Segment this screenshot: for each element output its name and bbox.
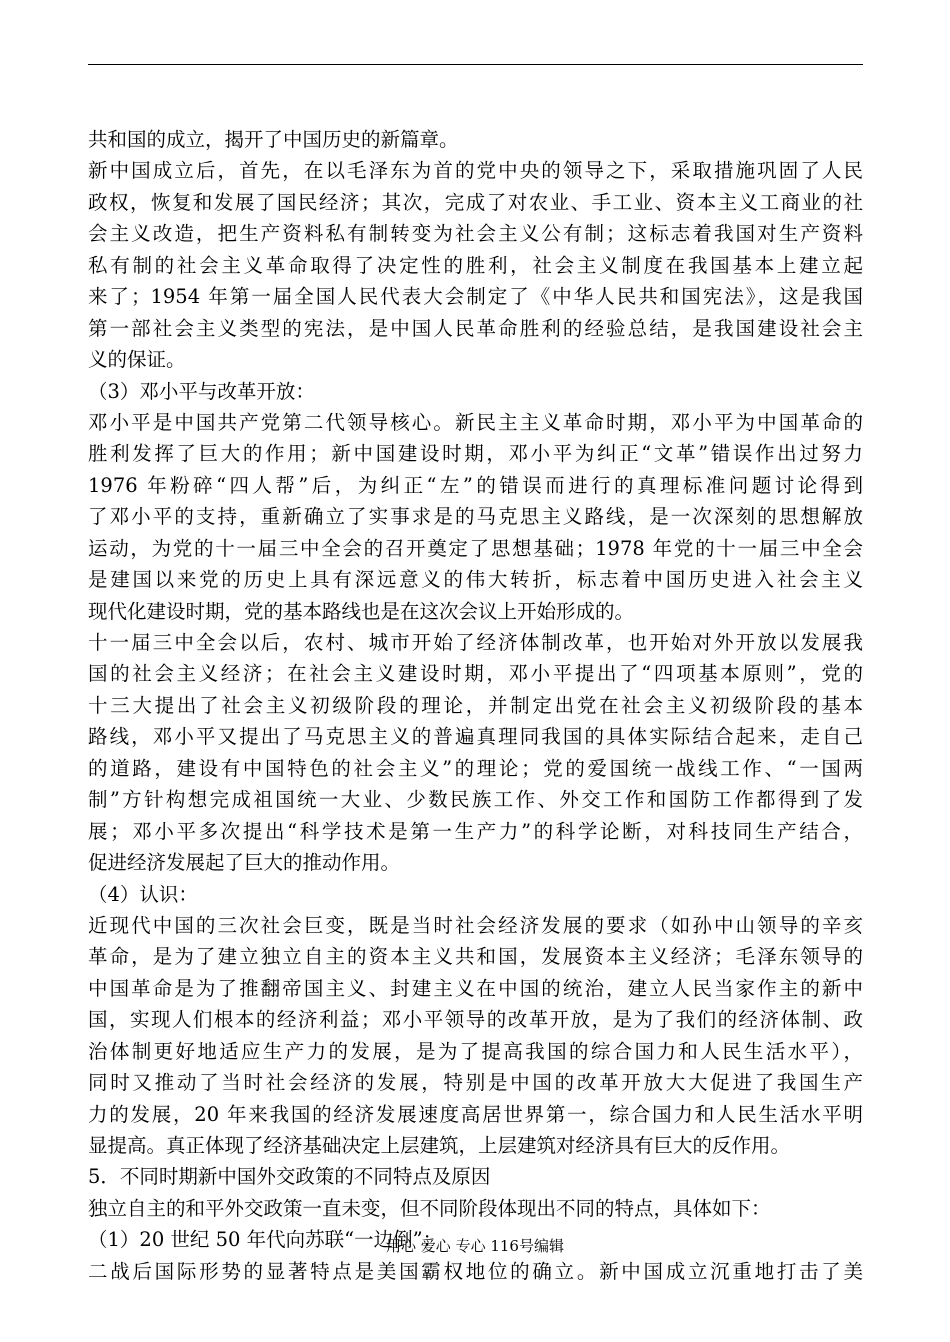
text-line: 国，实现人们根本的经济利益；邓小平领导的改革开放，是为了我们的经济体制、政 <box>88 1008 863 1032</box>
text-line: 治体制更好地适应生产力的发展，是为了提高我国的综合国力和人民生活水平）， <box>88 1039 863 1063</box>
text-line: 促进经济发展起了巨大的推动作用。 <box>88 851 401 875</box>
text-line: 国的社会主义经济；在社会主义建设时期，邓小平提出了“四项基本原则”，党的 <box>88 662 863 686</box>
text-line: 义的保证。 <box>88 348 186 372</box>
body-text <box>88 124 863 1287</box>
text-line: 同时又推动了当时社会经济的发展，特别是中国的改革开放大大促进了我国生产 <box>88 1071 863 1095</box>
text-line: 现代化建设时期，党的基本路线也是在这次会议上开始形成的。 <box>88 599 635 623</box>
text-line: 了邓小平的支持，重新确立了实事求是的马克思主义路线，是一次深刻的思想解放 <box>88 505 863 529</box>
text-line: 邓小平是中国共产党第二代领导核心。新民主主义革命时期，邓小平为中国革命的 <box>88 410 863 434</box>
text-line: 独立自主的和平外交政策一直未变，但不同阶段体现出不同的特点，具体如下： <box>88 1196 771 1220</box>
text-line: 是建国以来党的历史上具有深远意义的伟大转折，标志着中国历史进入社会主义 <box>88 568 863 592</box>
text-line: （3）邓小平与改革开放： <box>88 379 315 403</box>
header-rule <box>88 64 863 65</box>
text-line: 私有制的社会主义革命取得了决定性的胜利，社会主义制度在我国基本上建立起 <box>88 253 863 277</box>
text-line: 力的发展，20 年来我国的经济发展速度高居世界第一，综合国力和人民生活水平明 <box>88 1102 863 1126</box>
text-line: 会主义改造，把生产资料私有制转变为社会主义公有制；这标志着我国对生产资料 <box>88 222 863 246</box>
text-line: 政权，恢复和发展了国民经济；其次，完成了对农业、手工业、资本主义工商业的社 <box>88 190 863 214</box>
text-line: 展；邓小平多次提出“科学技术是第一生产力”的科学论断，对科技同生产结合， <box>88 819 863 843</box>
text-line: 1976 年粉碎“四人帮”后，为纠正“左”的错误而进行的真理标准问题讨论得到 <box>88 473 863 497</box>
text-line: 路线，邓小平又提出了马克思主义的普遍真理同我国的具体实际结合起来，走自己 <box>88 725 863 749</box>
text-line: （4）认识： <box>88 882 198 906</box>
text-line: 来了；1954 年第一届全国人民代表大会制定了《中华人民共和国宪法》，这是我国 <box>88 285 863 309</box>
text-line: 革命，是为了建立独立自主的资本主义共和国，发展资本主义经济；毛泽东领导的 <box>88 945 863 969</box>
page-footer: 用心 爱心 专心 116号编辑 <box>386 1237 564 1255</box>
text-line: 二战后国际形势的显著特点是美国霸权地位的确立。新中国成立沉重地打击了美 <box>88 1259 863 1283</box>
text-line: 十一届三中全会以后，农村、城市开始了经济体制改革，也开始对外开放以发展我 <box>88 631 863 654</box>
text-line: 制”方针构想完成祖国统一大业、少数民族工作、外交工作和国防工作都得到了发 <box>88 788 863 812</box>
text-line: 近现代中国的三次社会巨变，既是当时社会经济发展的要求（如孙中山领导的辛亥 <box>88 913 863 937</box>
text-line: 新中国成立后，首先，在以毛泽东为首的党中央的领导之下，采取措施巩固了人民 <box>88 159 863 183</box>
text-line: 第一部社会主义类型的宪法，是中国人民革命胜利的经验总结，是我国建设社会主 <box>88 316 863 340</box>
text-line: （1）20 世纪 50 年代向苏联“一边倒”： <box>88 1228 443 1252</box>
text-line: 显提高。真正体现了经济基础决定上层建筑，上层建筑对经济具有巨大的反作用。 <box>88 1134 791 1157</box>
text-line: 十三大提出了社会主义初级阶段的理论，并制定出党在社会主义初级阶段的基本 <box>88 693 863 717</box>
text-line: 胜利发挥了巨大的作用；新中国建设时期，邓小平为纠正“文革”错误作出过努力 <box>88 442 863 466</box>
text-line: 5．不同时期新中国外交政策的不同特点及原因 <box>88 1165 491 1189</box>
text-line: 运动，为党的十一届三中全会的召开奠定了思想基础；1978 年党的十一届三中全会 <box>88 536 863 560</box>
text-line: 中国革命是为了推翻帝国主义、封建主义在中国的统治，建立人民当家作主的新中 <box>88 976 863 1000</box>
text-line: 的道路，建设有中国特色的社会主义”的理论；党的爱国统一战线工作、“一国两 <box>88 756 863 780</box>
text-line: 共和国的成立，揭开了中国历史的新篇章。 <box>88 128 459 151</box>
